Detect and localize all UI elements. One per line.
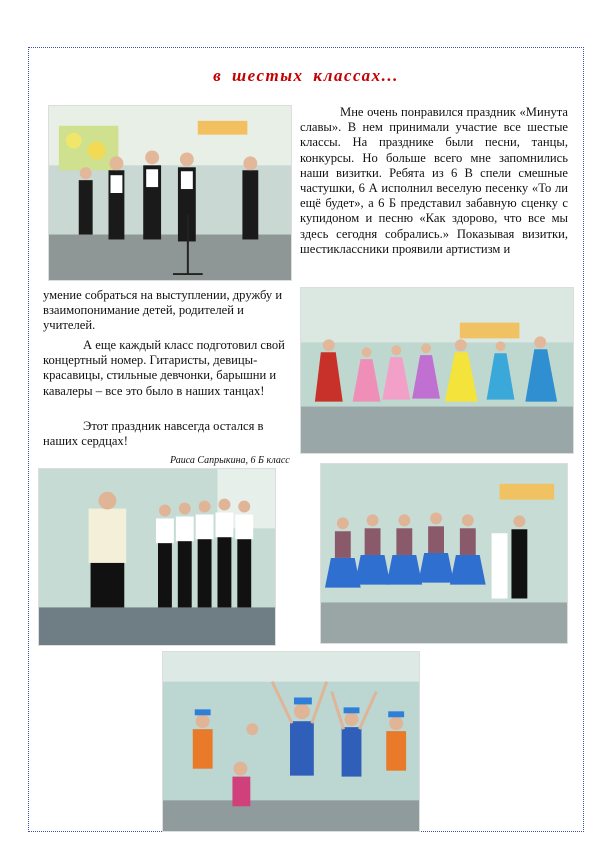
signature: Раиса Сапрыкина, 6 Б класс <box>170 455 290 466</box>
photo-girls-dance <box>300 287 574 454</box>
photo-boys-dancing <box>48 105 292 281</box>
article-paragraph-1: Мне очень понравился праздник «Минута славы». В нем принимали участие все шестые классы. На празднике были песни, танцы, конкурсы. Но больше всего мне запомнились наши визитки. Ребята из 6 В спели смешные частушки, 6 А исполнил веселую песенку «То ли ещё будет», а 6 Б представил забавную сценку с купидоном и песню «Как здорово, что все мы здесь сегодня собрались.» Показывая визитки, шестиклассники проявили артистизм и <box>300 105 568 256</box>
photo-icon <box>39 469 275 645</box>
page-title: в шестых классах... <box>213 66 399 85</box>
article-paragraph-3: Этот праздник навсегда остался в наших сердцах! <box>43 419 264 449</box>
photo-teacher-girls <box>38 468 276 646</box>
photo-icon <box>49 106 291 280</box>
article-paragraph-2: А еще каждый класс подготовил свой концертный номер. Гитаристы, девицы- красавицы, стильные девчонки, барышни и кавалеры – все это было в наших танцах! <box>43 338 285 398</box>
photo-caps-dance <box>162 651 420 832</box>
article-paragraph-1-end: умение собраться на выступлении, дружбу и взаимопонимание детей, родителей и учителей. <box>43 288 283 333</box>
photo-blue-skirts <box>320 463 568 644</box>
photo-icon <box>321 464 567 643</box>
photo-icon <box>301 288 573 453</box>
photo-icon <box>163 652 419 831</box>
